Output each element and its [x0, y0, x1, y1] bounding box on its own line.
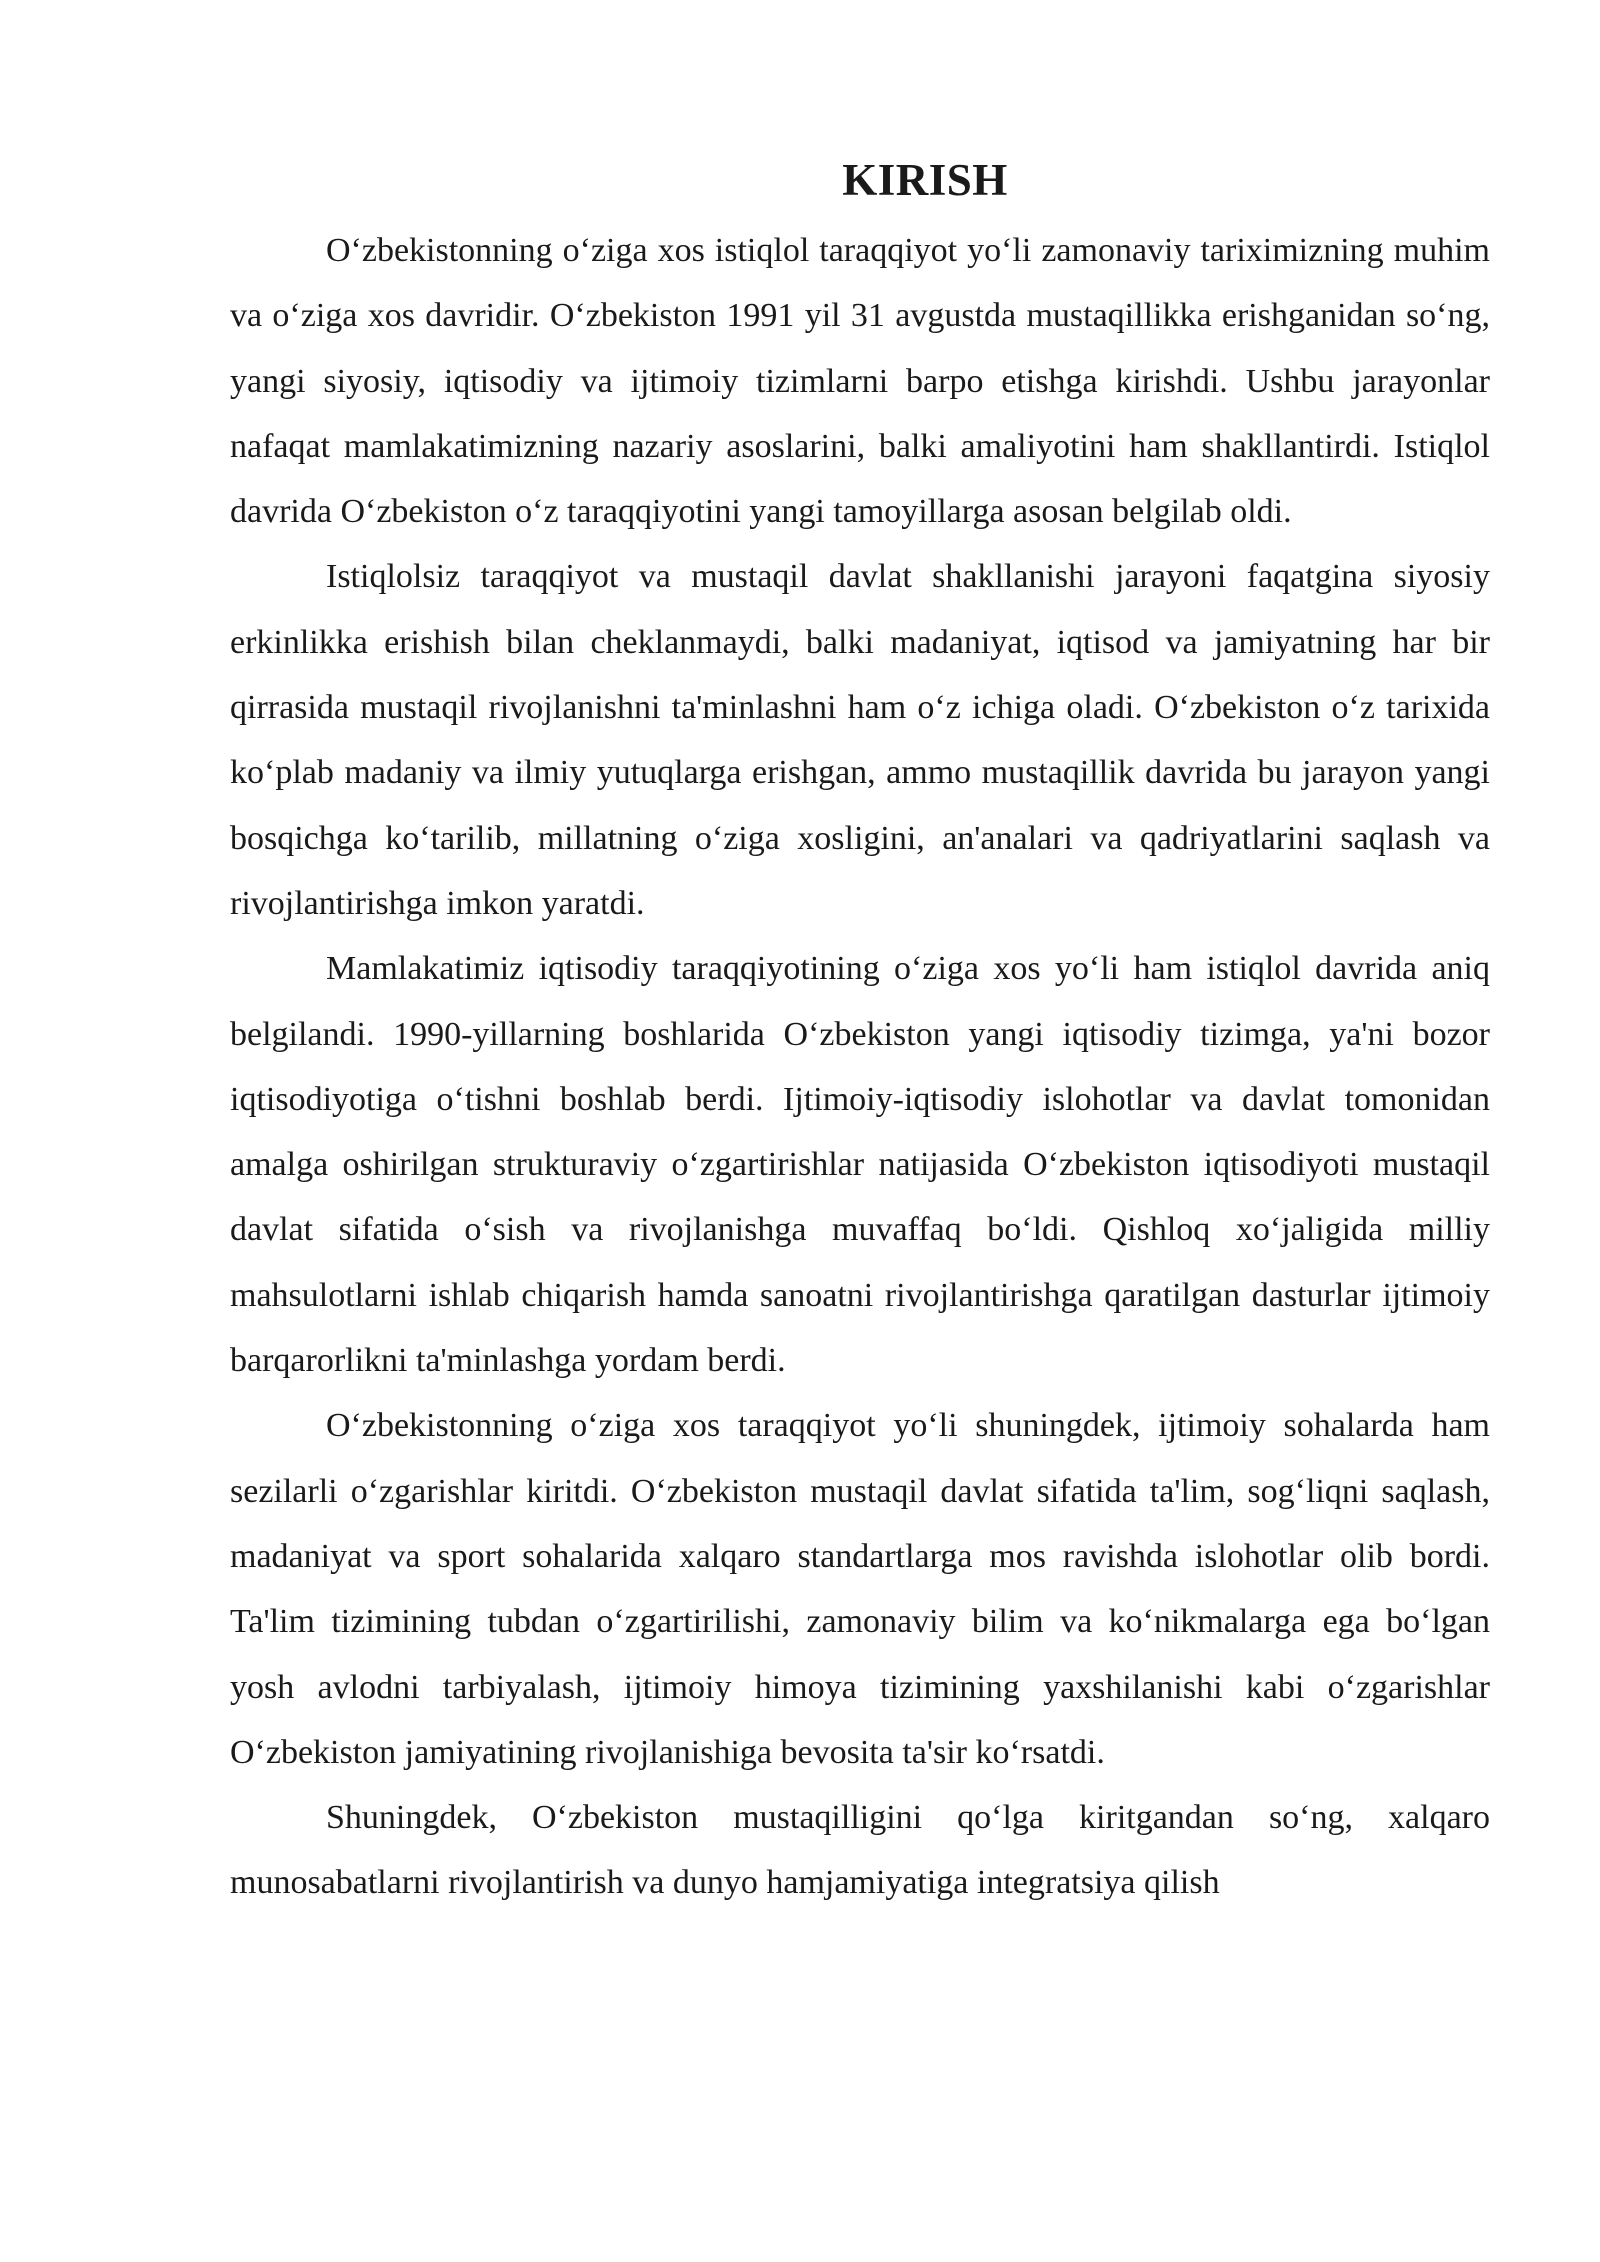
document-body: [230, 150, 1490, 1916]
document-title: KIRISH: [842, 155, 1008, 205]
paragraph-5: Shuningdek, O‘zbekiston mustaqilligini qo‘lga kiritgandan so‘ng, xalqaro munosabatlarni rivojlantirish va dunyo hamjamiyatiga integratsiya qilish: [230, 1799, 1490, 1902]
paragraph-4: O‘zbekistonning o‘ziga xos taraqqiyot yo‘li shuningdek, ijtimoiy sohalarda ham sezilarli o‘zgarishlar kiritdi. O‘zbekiston mustaqil davlat sifatida ta'lim, sog‘liqni saqlash, madaniyat va sport sohalarida xalqaro standartlarga mos ravishda islohotlar olib bordi. Ta'lim tizimining tubdan o‘zgartirilishi, zamonaviy bilim va ko‘nikmalarga ega bo‘lgan yosh avlodni tarbiyalash, ijtimoiy himoya tizimining yaxshilanishi kabi o‘zgarishlar O‘zbekiston jamiyatining rivojlanishiga bevosita ta'sir ko‘rsatdi.: [230, 1407, 1490, 1771]
paragraph-1: O‘zbekistonning o‘ziga xos istiqlol taraqqiyot yo‘li zamonaviy tariximizning muhim va o‘ziga xos davridir. O‘zbekiston 1991 yil 31 avgustda mustaqillikka erishganidan so‘ng, yangi siyosiy, iqtisodiy va ijtimoiy tizimlarni barpo etishga kirishdi. Ushbu jarayonlar nafaqat mamlakatimizning nazariy asoslarini, balki amaliyotini ham shakllantirdi. Istiqlol davrida O‘zbekiston o‘z taraqqiyotini yangi tamoyillarga asosan belgilab oldi.: [230, 232, 1490, 531]
paragraph-2: Istiqlolsiz taraqqiyot va mustaqil davlat shakllanishi jarayoni faqatgina siyosiy erkinlikka erishish bilan cheklanmaydi, balki madaniyat, iqtisod va jamiyatning har bir qirrasida mustaqil rivojlanishni ta'minlashni ham o‘z ichiga oladi. O‘zbekiston o‘z tarixida ko‘plab madaniy va ilmiy yutuqlarga erishgan, ammo mustaqillik davrida bu jarayon yangi bosqichga ko‘tarilib, millatning o‘ziga xosligini, an'analari va qadriyatlarini saqlash va rivojlantirishga imkon yaratdi.: [230, 558, 1490, 922]
paragraph-3: Mamlakatimiz iqtisodiy taraqqiyotining o‘ziga xos yo‘li ham istiqlol davrida aniq belgilandi. 1990-yillarning boshlarida O‘zbekiston yangi iqtisodiy tizimga, ya'ni bozor iqtisodiyotiga o‘tishni boshlab berdi. Ijtimoiy-iqtisodiy islohotlar va davlat tomonidan amalga oshirilgan strukturaviy o‘zgartirishlar natijasida O‘zbekiston iqtisodiyoti mustaqil davlat sifatida o‘sish va rivojlanishga muvaffaq bo‘ldi. Qishloq xo‘jaligida milliy mahsulotlarni ishlab chiqarish hamda sanoatni rivojlantirishga qaratilgan dasturlar ijtimoiy barqarorlikni ta'minlashga yordam berdi.: [230, 950, 1490, 1380]
